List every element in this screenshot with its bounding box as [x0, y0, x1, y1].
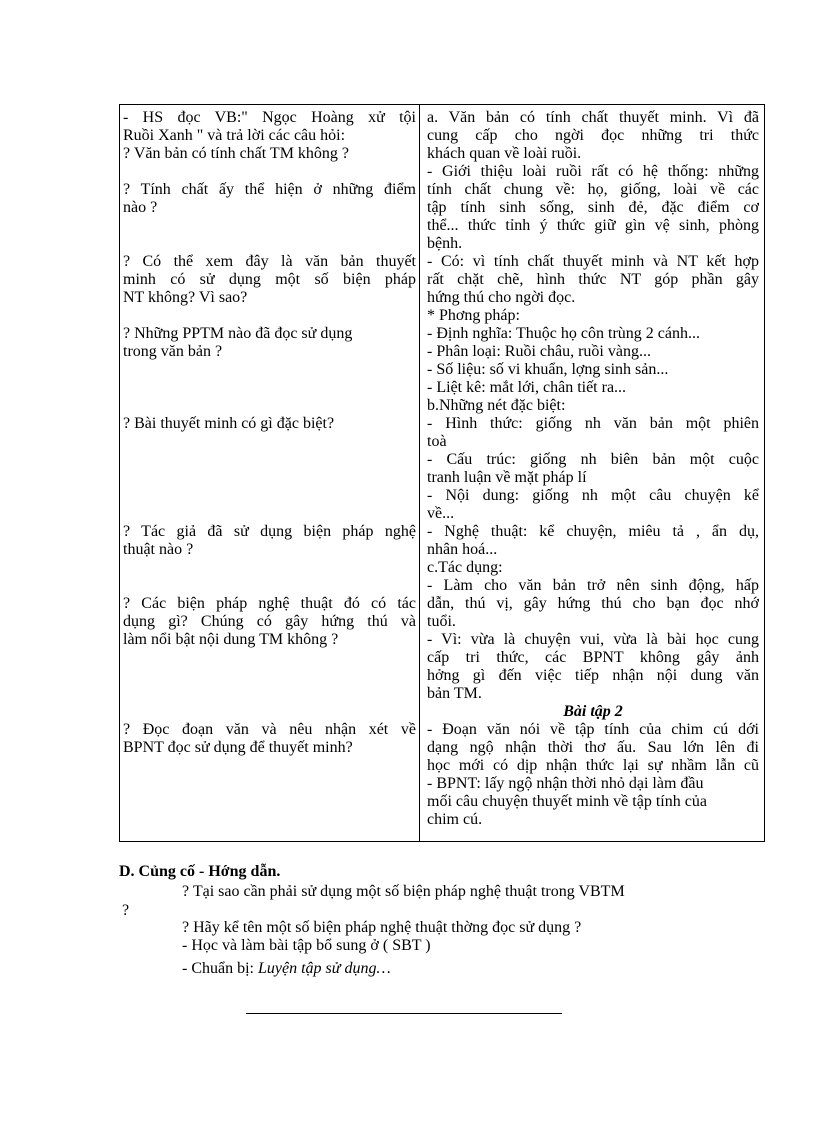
answer-line: bệnh. — [427, 235, 463, 252]
section-d-prepare — [182, 960, 391, 978]
answer-line: hởng gì đến việc tiếp nhận nội dung văn — [427, 667, 759, 684]
answer-line: toà — [427, 433, 447, 450]
answer-line: - Giới thiệu loài ruồi rất có hệ thống: những — [427, 163, 759, 180]
question-line: làm nổi bật nội dung TM không ? — [123, 631, 339, 648]
answer-line: cung cấp cho ngời đọc những tri thức — [427, 127, 759, 144]
answer-line: tuổi. — [427, 613, 456, 630]
answer-line: - Có: vì tính chất thuyết minh và NT kết hợp — [427, 253, 759, 270]
question-line: ? Tính chất ấy thể hiện ở những điểm — [123, 181, 416, 198]
answer-line: về... — [427, 505, 455, 522]
answer-line: chim cú. — [427, 811, 483, 828]
answer-line: thể... thức tỉnh ý thức giữ gìn vệ sinh, phòng — [427, 217, 759, 234]
question-line: thuật nào ? — [123, 541, 194, 558]
prepare-label: - Chuẩn bị: — [182, 960, 258, 977]
answer-line: - Định nghĩa: Thuộc họ côn trùng 2 cánh... — [427, 325, 700, 342]
answer-line: a. Văn bản có tính chất thuyết minh. Vì đã — [427, 109, 759, 126]
question-line: NT không? Vì sao? — [123, 289, 248, 306]
question-line: - HS đọc VB:" Ngọc Hoàng xử tội — [123, 109, 416, 126]
answer-line: tập tính sinh sống, sinh đẻ, đặc điểm cơ — [427, 199, 759, 216]
question-line: trong văn bản ? — [123, 343, 223, 360]
section-d-question-2: ? Hãy kể tên một số biện pháp nghệ thuật thờng đọc sử dụng ? — [182, 919, 582, 936]
answer-line: dẫn, thú vị, gây hứng thú cho bạn đọc nhớ — [427, 595, 759, 612]
answer-line: tính chất chung về: họ, giống, loài về các — [427, 181, 759, 198]
section-d-homework: - Học và làm bài tập bổ sung ở ( SBT ) — [182, 937, 431, 954]
answer-line: - Số liệu: số vi khuẩn, lợng sinh sản... — [427, 361, 669, 378]
answer-line: c.Tác dụng: — [427, 559, 503, 576]
answer-line: bản TM. — [427, 685, 482, 702]
question-line: nào ? — [123, 199, 158, 216]
answer-line: học mới có dịp nhận thức lại sự nhầm lẫn cũ — [427, 757, 759, 774]
section-d-heading: D. Củng cố - Hớng dẫn. — [119, 863, 281, 880]
answer-line: * Phơng pháp: — [427, 307, 520, 324]
answer-line: - Vì: vừa là chuyện vui, vừa là bài học cung — [427, 631, 759, 648]
question-line: minh có sử dụng một số biện pháp — [123, 271, 416, 288]
question-line: ? Tác giả đã sử dụng biện pháp nghệ — [123, 523, 416, 540]
answer-line: - Phân loại: Ruồi châu, ruồi vàng... — [427, 343, 651, 360]
question-line: dụng gì? Chúng có gây hứng thú và — [123, 613, 416, 630]
answer-line: nhân hoá... — [427, 541, 498, 558]
answer-line: - Nghệ thuật: kể chuyện, miêu tả , ẩn dụ, — [427, 523, 759, 540]
column-divider — [419, 105, 420, 841]
answer-line: hứng thú cho ngời đọc. — [427, 289, 576, 306]
lesson-table — [119, 104, 765, 842]
question-line: ? Có thể xem đây là văn bản thuyết — [123, 253, 416, 270]
exercise-heading: Bài tập 2 — [563, 703, 623, 720]
answer-line: mối câu chuyện thuyết minh về tập tính của — [427, 793, 707, 810]
question-line: BPNT đọc sử dụng để thuyết minh? — [123, 739, 353, 756]
question-line: ? Văn bản có tính chất TM không ? — [123, 145, 350, 162]
section-d-question-1: ? Tại sao cần phải sử dụng một số biện pháp nghệ thuật trong VBTM — [182, 883, 625, 900]
section-d-question-1-wrap: ? — [122, 902, 130, 919]
answer-line: dạng ngộ nhận thời thơ ấu. Sau lớn lên đi — [427, 739, 759, 756]
prepare-topic: Luyện tập sử dụng… — [258, 960, 391, 977]
answer-line: - Cấu trúc: giống nh biên bản một cuộc — [427, 451, 759, 468]
answer-line: - Hình thức: giống nh văn bản một phiên — [427, 415, 759, 432]
answer-line: tranh luận về mặt pháp lí — [427, 469, 587, 486]
question-line: ? Những PPTM nào đã đọc sử dụng — [123, 325, 353, 342]
answer-line: - Liệt kê: mắt lới, chân tiết ra... — [427, 379, 627, 396]
answer-line: - Làm cho văn bản trở nên sinh động, hấp — [427, 577, 759, 594]
question-line: ? Bài thuyết minh có gì đặc biệt? — [123, 415, 335, 432]
answer-line: rất chặt chẽ, hình thức NT góp phần gây — [427, 271, 759, 288]
answer-line: - BPNT: lấy ngộ nhận thời nhỏ dại làm đầu — [427, 775, 704, 792]
answer-line: - Nội dung: giống nh một câu chuyện kể — [427, 487, 759, 504]
question-line: ? Các biện pháp nghệ thuật đó có tác — [123, 595, 416, 612]
answer-line: - Đoạn văn nói về tập tính của chim cú dới — [427, 721, 759, 738]
question-line: Ruồi Xanh " và trả lời các câu hỏi: — [123, 127, 346, 144]
end-rule — [246, 1013, 562, 1014]
answer-line: khách quan về loài ruồi. — [427, 145, 582, 162]
answer-line: cấp tri thức, các BPNT không gây ảnh — [427, 649, 759, 666]
question-line: ? Đọc đoạn văn và nêu nhận xét về — [123, 721, 416, 738]
answer-line: b.Những nét đặc biệt: — [427, 397, 566, 414]
